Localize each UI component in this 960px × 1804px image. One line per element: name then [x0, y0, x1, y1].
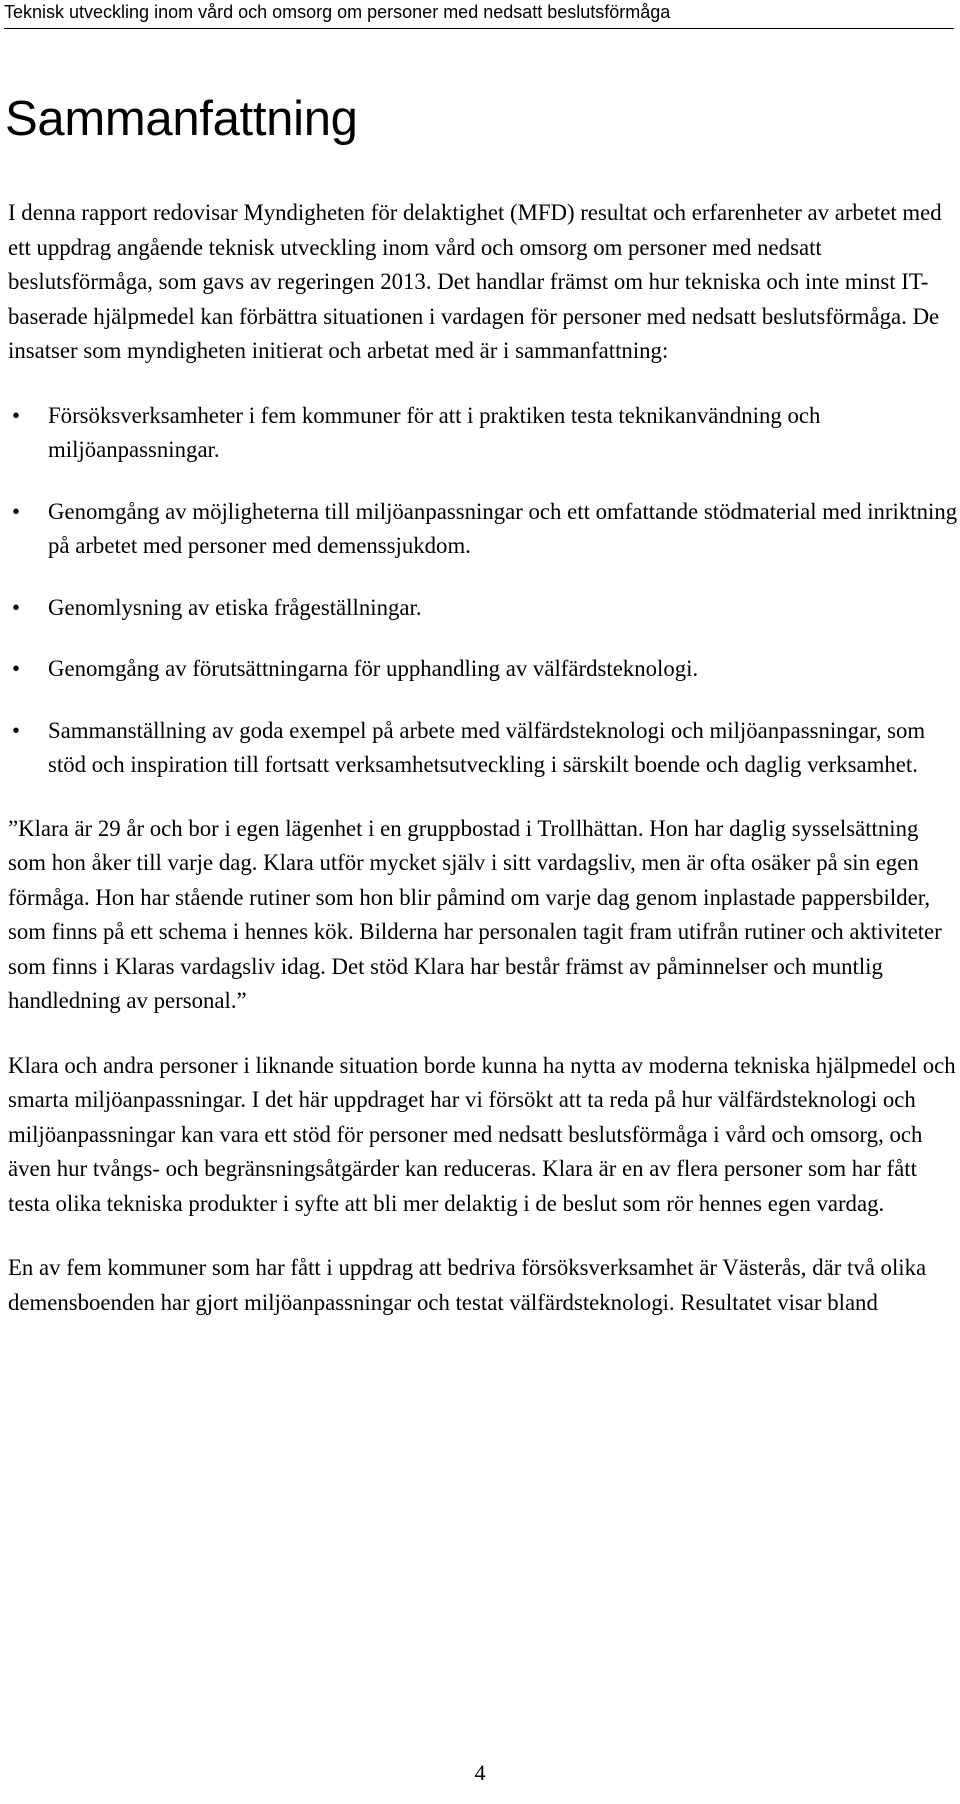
bullet-icon: • — [12, 498, 20, 524]
list-item-text: Försöksverksamheter i fem kommuner för att i praktiken testa teknikanvändning och miljöanpassningar. — [48, 402, 821, 462]
list-item-text: Genomgång av förutsättningarna för upphandling av välfärdsteknologi. — [48, 656, 699, 681]
list-item — [8, 495, 958, 564]
running-header: Teknisk utveckling inom vård och omsorg om personer med nedsatt beslutsförmåga — [4, 0, 954, 29]
list-item — [8, 399, 958, 468]
body-text — [8, 196, 958, 1320]
vasteras-paragraph: En av fem kommuner som har fått i uppdrag att bedriva försöksverksamhet är Västerås, där två olika demensboenden har gjort miljöanpassningar och testat välfärdsteknologi. Resultatet visar bland — [8, 1255, 927, 1315]
list-item — [8, 591, 958, 626]
bullet-icon: • — [12, 594, 20, 620]
quote-paragraph: ”Klara är 29 år och bor i egen lägenhet i en gruppbostad i Trollhättan. Hon har daglig sysselsättning som hon åker till varje dag. Klara utför mycket själv i sitt vardagsliv, men är ofta osäker på sin egen förmåga. Hon har stående rutiner som hon blir påmind om varje dag genom inplastade pappersbilder, som finns på ett schema i hennes kök. Bilderna har personalen tagit fram utifrån rutiner och aktiviteter som finns i Klaras vardagsliv idag. Det stöd Klara har består främst av påminnelser och muntlig handledning av personal.” — [8, 815, 942, 1013]
list-item — [8, 714, 958, 783]
page-number: 4 — [474, 1760, 486, 1785]
bullet-icon: • — [12, 717, 20, 743]
list-item-text: Genomlysning av etiska frågeställningar. — [48, 594, 422, 620]
klara-paragraph: Klara och andra personer i liknande situation borde kunna ha nytta av moderna tekniska hjälpmedel och smarta miljöanpassningar. I det här uppdraget har vi försökt att ta reda på hur välfärdsteknologi och miljöanpassningar kan vara ett stöd för personer med nedsatt beslutsförmåga i vård och omsorg, och även hur tvångs- och begränsningsåtgärder kan reduceras. Klara är en av flera personer som har fått testa olika tekniska produkter i syfte att bli mer delaktig i de beslut som rör hennes egen vardag. — [8, 1052, 956, 1216]
list-item — [8, 652, 958, 687]
bullet-list — [8, 399, 958, 783]
intro-paragraph: I denna rapport redovisar Myndigheten för delaktighet (MFD) resultat och erfarenheter av arbetet med ett uppdrag angående teknisk utveckling inom vård och omsorg om personer med nedsatt beslutsförmåga, som gavs av regeringen 2013. Det handlar främst om hur tekniska och inte minst IT-baserade hjälpmedel kan förbättra situationen i vardagen för personer med nedsatt beslutsförmåga. De insatser som myndigheten initierat och arbetat med är i sammanfattning: — [8, 200, 942, 363]
list-item-text: Genomgång av möjligheterna till miljöanpassningar och ett omfattande stödmaterial med inriktning på arbetet med personer med demenssjukdom. — [48, 498, 958, 558]
page-title: Sammanfattning — [5, 92, 358, 146]
bullet-icon: • — [12, 656, 20, 681]
list-item-text: Sammanställning av goda exempel på arbete med välfärdsteknologi och miljöanpassningar, som stöd och inspiration till fortsatt verksamhetsutveckling i särskilt boende och daglig verksamhet. — [48, 717, 926, 777]
bullet-icon: • — [12, 402, 20, 428]
